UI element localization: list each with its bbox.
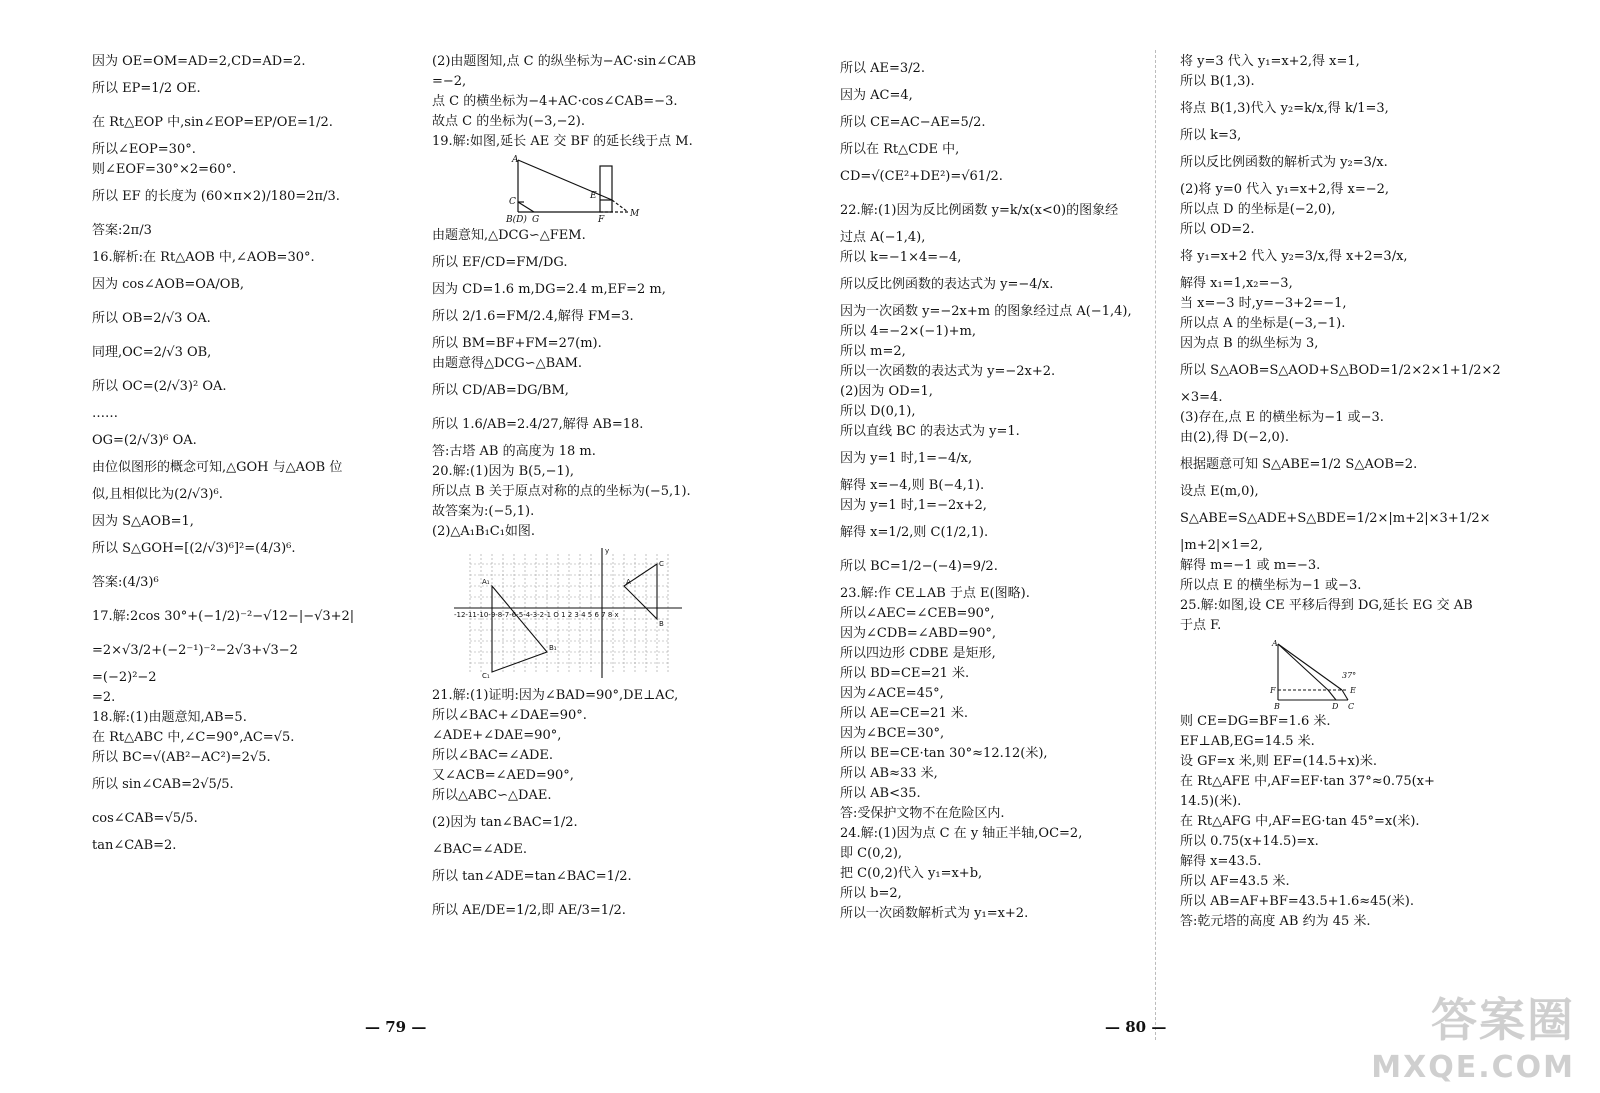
text-line: 所以点 B 关于原点对称的点的坐标为(−5,1).	[432, 484, 691, 499]
text-line: 则∠EOF=30°×2=60°.	[92, 162, 237, 177]
text-line: ……	[92, 406, 118, 421]
text-line: 由位似图形的概念可知,△GOH 与△AOB 位	[92, 460, 343, 475]
text-line: 解得 x=1/2,则 C(1/2,1).	[840, 525, 989, 540]
text-line: 所以 OD=2.	[1180, 222, 1255, 237]
label-C: C	[659, 560, 664, 568]
text-line: 所以直线 BC 的表达式为 y=1.	[840, 424, 1020, 439]
label-D: D	[1332, 702, 1339, 710]
text-line: 所以 0.75(x+14.5)=x.	[1180, 834, 1319, 849]
text-line: 即 C(0,2),	[840, 846, 903, 861]
problem-23-heading: 23.解:作 CE⊥AB 于点 E(图略).	[840, 586, 1030, 601]
text-line: 所以△ABC∽△DAE.	[432, 788, 552, 803]
problem-24-heading: 24.解:(1)因为点 C 在 y 轴正半轴,OC=2,	[840, 826, 1083, 841]
text-line: (2)因为 tan∠BAC=1/2.	[432, 815, 578, 830]
label-A1: A₁	[482, 578, 490, 586]
label-A: A	[512, 155, 519, 165]
label-F: F	[1270, 686, 1276, 695]
problem-21-heading: 21.解:(1)证明:因为∠BAD=90°,DE⊥AC,	[432, 688, 679, 703]
text-line: 根据题意可知 S△ABE=1/2 S△AOB=2.	[1180, 457, 1418, 472]
tower-figure-19	[504, 154, 654, 224]
text-line: 所以∠BAC+∠DAE=90°.	[432, 708, 587, 723]
text-line: 解得 m=−1 或 m=−3.	[1180, 558, 1321, 573]
triangle-A1B1C1	[492, 586, 547, 672]
text-line: 所以 BC=√(AB²−AC²)=2√5.	[92, 750, 271, 765]
text-line: 14.5)(米).	[1180, 794, 1242, 809]
text-line: 将 y=3 代入 y₁=x+2,得 x=1,	[1180, 54, 1360, 69]
coordinate-grid-figure-20	[452, 544, 702, 684]
text-line: 解得 x₁=1,x₂=−3,	[1180, 276, 1293, 291]
answer-line: 答案:2π/3	[92, 223, 152, 238]
answer-line: 答案:(4/3)⁶	[92, 575, 159, 590]
text-line: 所以 BE=CE·tan 30°≈12.12(米),	[840, 746, 1048, 761]
text-line: 所以 AE=3/2.	[840, 61, 925, 76]
text-line: ×3=4.	[1180, 390, 1223, 405]
text-line: 所以 m=2,	[840, 344, 906, 359]
tower-figure-25	[1270, 638, 1380, 710]
label-A: A	[626, 578, 631, 586]
text-line: 所以反比例函数的表达式为 y=−4/x.	[840, 277, 1054, 292]
label-E: E	[590, 191, 597, 201]
text-line: 因为 S△AOB=1,	[92, 514, 194, 529]
text-line: 于点 F.	[1180, 618, 1222, 633]
text-line: 所以一次函数解析式为 y₁=x+2.	[840, 906, 1029, 921]
text-line: (2)因为 OD=1,	[840, 384, 933, 399]
text-line: OG=(2/√3)⁶ OA.	[92, 433, 197, 448]
text-line: 所以 k=3,	[1180, 128, 1242, 143]
text-line: =(−2)²−2	[92, 670, 157, 685]
label-y-axis: y	[605, 547, 610, 555]
text-line: 所以 CD/AB=DG/BM,	[432, 383, 569, 398]
text-line: ∠BAC=∠ADE.	[432, 842, 527, 857]
text-line: 因为 AC=4,	[840, 88, 913, 103]
column-1	[92, 52, 447, 856]
problem-17-heading: 17.解:2cos 30°+(−1/2)⁻²−√12−|−√3+2|	[92, 609, 355, 624]
text-line: 所以 k=−1×4=−4,	[840, 250, 962, 265]
text-line: 所以 D(0,1),	[840, 404, 916, 419]
text-line: 所以反比例函数的解析式为 y₂=3/x.	[1180, 155, 1388, 170]
text-line: 所以 AB≈33 米,	[840, 766, 938, 781]
label-B1: B₁	[549, 644, 557, 652]
text-line: 因为∠ACE=45°,	[840, 686, 944, 701]
label-F: F	[598, 215, 605, 224]
text-line: 所以∠AEC=∠CEB=90°,	[840, 606, 995, 621]
watermark-url: MXQE.COM	[1371, 1050, 1575, 1085]
text-line: 因为 y=1 时,1=−2x+2,	[840, 498, 987, 513]
label-B: B	[659, 620, 664, 628]
label-G: G	[532, 215, 540, 224]
text-line: 所以 1.6/AB=2.4/27,解得 AB=18.	[432, 417, 644, 432]
text-line: =−2,	[432, 74, 467, 89]
text-line: 所以 sin∠CAB=2√5/5.	[92, 777, 234, 792]
text-line: 将 y₁=x+2 代入 y₂=3/x,得 x+2=3/x,	[1180, 249, 1408, 264]
text-line: 过点 A(−1,4),	[840, 230, 926, 245]
text-line: 把 C(0,2)代入 y₁=x+b,	[840, 866, 983, 881]
text-line: 在 Rt△ABC 中,∠C=90°,AC=√5.	[92, 730, 295, 745]
text-line: 因为一次函数 y=−2x+m 的图象经过点 A(−1,4),	[840, 304, 1132, 319]
text-line: S△ABE=S△ADE+S△BDE=1/2×|m+2|×3+1/2×	[1180, 511, 1491, 526]
text-line: (2)△A₁B₁C₁如图.	[432, 524, 536, 539]
text-line: 又∠ACB=∠AED=90°,	[432, 768, 574, 783]
text-line: 所以 2/1.6=FM/2.4,解得 FM=3.	[432, 309, 634, 324]
text-line: 故点 C 的坐标为(−3,−2).	[432, 114, 585, 129]
text-line: 所以 BD=CE=21 米.	[840, 666, 970, 681]
text-line: 因为 OE=OM=AD=2,CD=AD=2.	[92, 54, 306, 69]
text-line: 设 GF=x 米,则 EF=(14.5+x)米.	[1180, 754, 1378, 769]
text-line: 所以 AF=43.5 米.	[1180, 874, 1290, 889]
text-line: 当 x=−3 时,y=−3+2=−1,	[1180, 296, 1347, 311]
label-M: M	[630, 209, 640, 219]
text-line: (2)由题图知,点 C 的纵坐标为−AC·sin∠CAB	[432, 54, 697, 69]
text-line: 似,且相似比为(2/√3)⁶.	[92, 487, 223, 502]
text-line: 所以点 A 的坐标是(−3,−1).	[1180, 316, 1346, 331]
text-line: 所以 OB=2/√3 OA.	[92, 311, 211, 326]
page-number-right: — 80 —	[1105, 1018, 1167, 1036]
text-line: 所以 BC=1/2−(−4)=9/2.	[840, 559, 998, 574]
text-line: 解得 x=43.5.	[1180, 854, 1262, 869]
text-line: 答:乾元塔的高度 AB 约为 45 米.	[1180, 914, 1371, 929]
text-line: 由(2),得 D(−2,0).	[1180, 430, 1289, 445]
text-line: 答:受保护文物不在危险区内.	[840, 806, 1005, 821]
text-line: 由题意知,△DCG∽△FEM.	[432, 228, 586, 243]
text-line: 所以 S△GOH=[(2/√3)⁶]²=(4/3)⁶.	[92, 541, 296, 556]
text-line: (2)将 y=0 代入 y₁=x+2,得 x=−2,	[1180, 182, 1390, 197]
text-line: 所以四边形 CDBE 是矩形,	[840, 646, 996, 661]
text-line: 点 C 的横坐标为−4+AC·cos∠CAB=−3.	[432, 94, 678, 109]
text-line: 由题意得△DCG∽△BAM.	[432, 356, 583, 371]
text-line: 所以点 D 的坐标是(−2,0),	[1180, 202, 1336, 217]
text-line: EF⊥AB,EG=14.5 米.	[1180, 734, 1315, 749]
text-line: 所以∠EOP=30°.	[92, 142, 196, 157]
text-line: =2.	[92, 690, 116, 705]
text-line: 因为点 B 的纵坐标为 3,	[1180, 336, 1319, 351]
label-C: C	[509, 197, 516, 207]
label-B: B	[1274, 702, 1280, 710]
text-line: 所以点 E 的横坐标为−1 或−3.	[1180, 578, 1362, 593]
text-line: 所以 4=−2×(−1)+m,	[840, 324, 977, 339]
text-line: 在 Rt△AFG 中,AF=EG·tan 45°=x(米).	[1180, 814, 1420, 829]
text-line: 所以 tan∠ADE=tan∠BAC=1/2.	[432, 869, 632, 884]
label-C1: C₁	[482, 672, 490, 680]
text-line: 因为∠BCE=30°,	[840, 726, 945, 741]
problem-22-heading: 22.解:(1)因为反比例函数 y=k/x(x<0)的图象经	[840, 203, 1119, 218]
text-line: 所以一次函数的表达式为 y=−2x+2.	[840, 364, 1056, 379]
text-line: 同理,OC=2/√3 OB,	[92, 345, 212, 360]
watermark-logo-text: 答案圈	[1431, 993, 1575, 1047]
text-line: 所以 OC=(2/√3)² OA.	[92, 379, 227, 394]
text-line: 所以 EP=1/2 OE.	[92, 81, 201, 96]
problem-16-heading: 16.解析:在 Rt△AOB 中,∠AOB=30°.	[92, 250, 315, 265]
text-line: 所以 B(1,3).	[1180, 74, 1255, 89]
text-line: CD=√(CE²+DE²)=√61/2.	[840, 169, 1003, 184]
text-line: 在 Rt△AFE 中,AF=EF·tan 37°≈0.75(x+	[1180, 774, 1435, 789]
text-line: 所以 EF 的长度为 (60×π×2)/180=2π/3.	[92, 189, 340, 204]
text-line: ∠ADE+∠DAE=90°,	[432, 728, 562, 743]
text-line: 所以 AE=CE=21 米.	[840, 706, 969, 721]
text-line: 所以 AB<35.	[840, 786, 921, 801]
text-line: 所以 AE/DE=1/2,即 AE/3=1/2.	[432, 903, 626, 918]
label-E: E	[1350, 686, 1356, 695]
text-line: 所以 S△AOB=S△AOD+S△BOD=1/2×2×1+1/2×2	[1180, 363, 1501, 378]
text-line: 因为 cos∠AOB=OA/OB,	[92, 277, 245, 292]
text-line: (3)存在,点 E 的横坐标为−1 或−3.	[1180, 410, 1384, 425]
column-4	[1180, 52, 1535, 932]
column-2	[432, 52, 787, 928]
label-A: A	[1272, 639, 1278, 648]
text-line: 故答案为:(−5,1).	[432, 504, 535, 519]
x-axis-tick-labels: -12-11-10-9-8-7-6-5-4-3-2-1 O 1 2 3 4 5 6 7 8 x	[454, 611, 619, 619]
text-line: tan∠CAB=2.	[92, 838, 177, 853]
label-B-D: B(D)	[506, 215, 527, 224]
label-C: C	[1348, 702, 1355, 710]
problem-18-heading: 18.解:(1)由题意知,AB=5.	[92, 710, 247, 725]
text-line: 答:古塔 AB 的高度为 18 m.	[432, 444, 596, 459]
text-line: 则 CE=DG=BF=1.6 米.	[1180, 714, 1331, 729]
text-line: 在 Rt△EOP 中,sin∠EOP=EP/OE=1/2.	[92, 115, 333, 130]
text-line: 因为∠CDB=∠ABD=90°,	[840, 626, 997, 641]
text-line: =2×√3/2+(−2⁻¹)⁻²−2√3+√3−2	[92, 643, 298, 658]
text-line: 所以 EF/CD=FM/DG.	[432, 255, 568, 270]
text-line: 因为 CD=1.6 m,DG=2.4 m,EF=2 m,	[432, 282, 666, 297]
text-line: 所以 AB=AF+BF=43.5+1.6≈45(米).	[1180, 894, 1414, 909]
text-line: 所以 CE=AC−AE=5/2.	[840, 115, 986, 130]
column-3	[840, 52, 1195, 924]
column-divider	[1155, 50, 1156, 1040]
text-line: 所以∠BAC=∠ADE.	[432, 748, 553, 763]
triangle-ABC	[624, 564, 657, 619]
text-line: 设点 E(m,0),	[1180, 484, 1259, 499]
watermark	[1371, 984, 1575, 1085]
problem-20-heading: 20.解:(1)因为 B(5,−1),	[432, 464, 574, 479]
text-line: 所以 b=2,	[840, 886, 902, 901]
problem-25-heading: 25.解:如图,设 CE 平移后得到 DG,延长 EG 交 AB	[1180, 598, 1473, 613]
text-line: |m+2|×1=2,	[1180, 538, 1263, 553]
page-number-left: — 79 —	[365, 1018, 427, 1036]
label-angle-37: 37°	[1342, 671, 1357, 680]
text-line: 解得 x=−4,则 B(−4,1).	[840, 478, 985, 493]
problem-19-heading: 19.解:如图,延长 AE 交 BF 的延长线于点 M.	[432, 134, 693, 149]
text-line: cos∠CAB=√5/5.	[92, 811, 198, 826]
text-line: 将点 B(1,3)代入 y₂=k/x,得 k/1=3,	[1180, 101, 1389, 116]
text-line: 因为 y=1 时,1=−4/x,	[840, 451, 973, 466]
text-line: 所以 BM=BF+FM=27(m).	[432, 336, 602, 351]
text-line: 所以在 Rt△CDE 中,	[840, 142, 960, 157]
